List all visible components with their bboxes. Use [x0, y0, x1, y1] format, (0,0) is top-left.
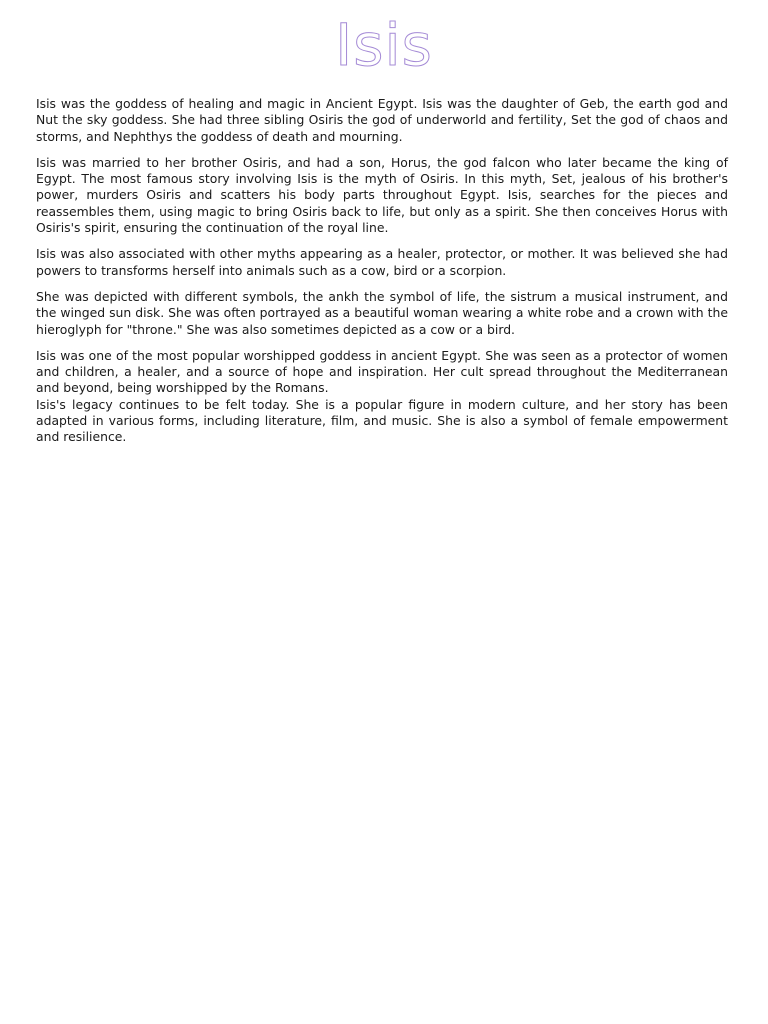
paragraph-other-myths: Isis was also associated with other myths appearing as a healer, protector, or mother. It was believed she had powers to transforms herself into animals such as a cow, bird or a scorpion.: [36, 246, 728, 278]
page-title: Isis: [335, 11, 433, 79]
paragraph-origins: Isis was the goddess of healing and magic in Ancient Egypt. Isis was the daughter of Geb, the earth god and Nut the sky goddess. She had three sibling Osiris the god of underworld and fertility, Set the god of chaos and storms, and Nephthys the goddess of death and mourning.: [36, 96, 728, 144]
paragraph-osiris-myth: Isis was married to her brother Osiris, and had a son, Horus, the god falcon who later became the king of Egypt. The most famous story involving Isis is the myth of Osiris. In this myth, Set, jealous of his brother's power, murders Osiris and scatters his body parts throughout Egypt. Isis, searches for the pieces and reassembles them, using magic to bring Osiris back to life, but only as a spirit. She then conceives Horus with Osiris's spirit, ensuring the continuation of the royal line.: [36, 154, 728, 236]
document-body: [36, 96, 728, 456]
paragraph-legacy: Isis's legacy continues to be felt today. She is a popular figure in modern culture, and her story has been adapted in various forms, including literature, film, and music. She is also a symbol of female empowerment and resilience.: [36, 396, 728, 445]
paragraph-worship: Isis was one of the most popular worshipped goddess in ancient Egypt. She was seen as a protector of women and children, a healer, and a source of hope and inspiration. Her cult spread throughout the Mediterranean and beyond, being worshipped by the Romans.: [36, 347, 728, 396]
paragraph-symbols: She was depicted with different symbols, the ankh the symbol of life, the sistrum a musical instrument, and the winged sun disk. She was often portrayed as a beautiful woman wearing a white robe and a crown with the hieroglyph for "throne." She was also sometimes depicted as a cow or a bird.: [36, 288, 728, 337]
